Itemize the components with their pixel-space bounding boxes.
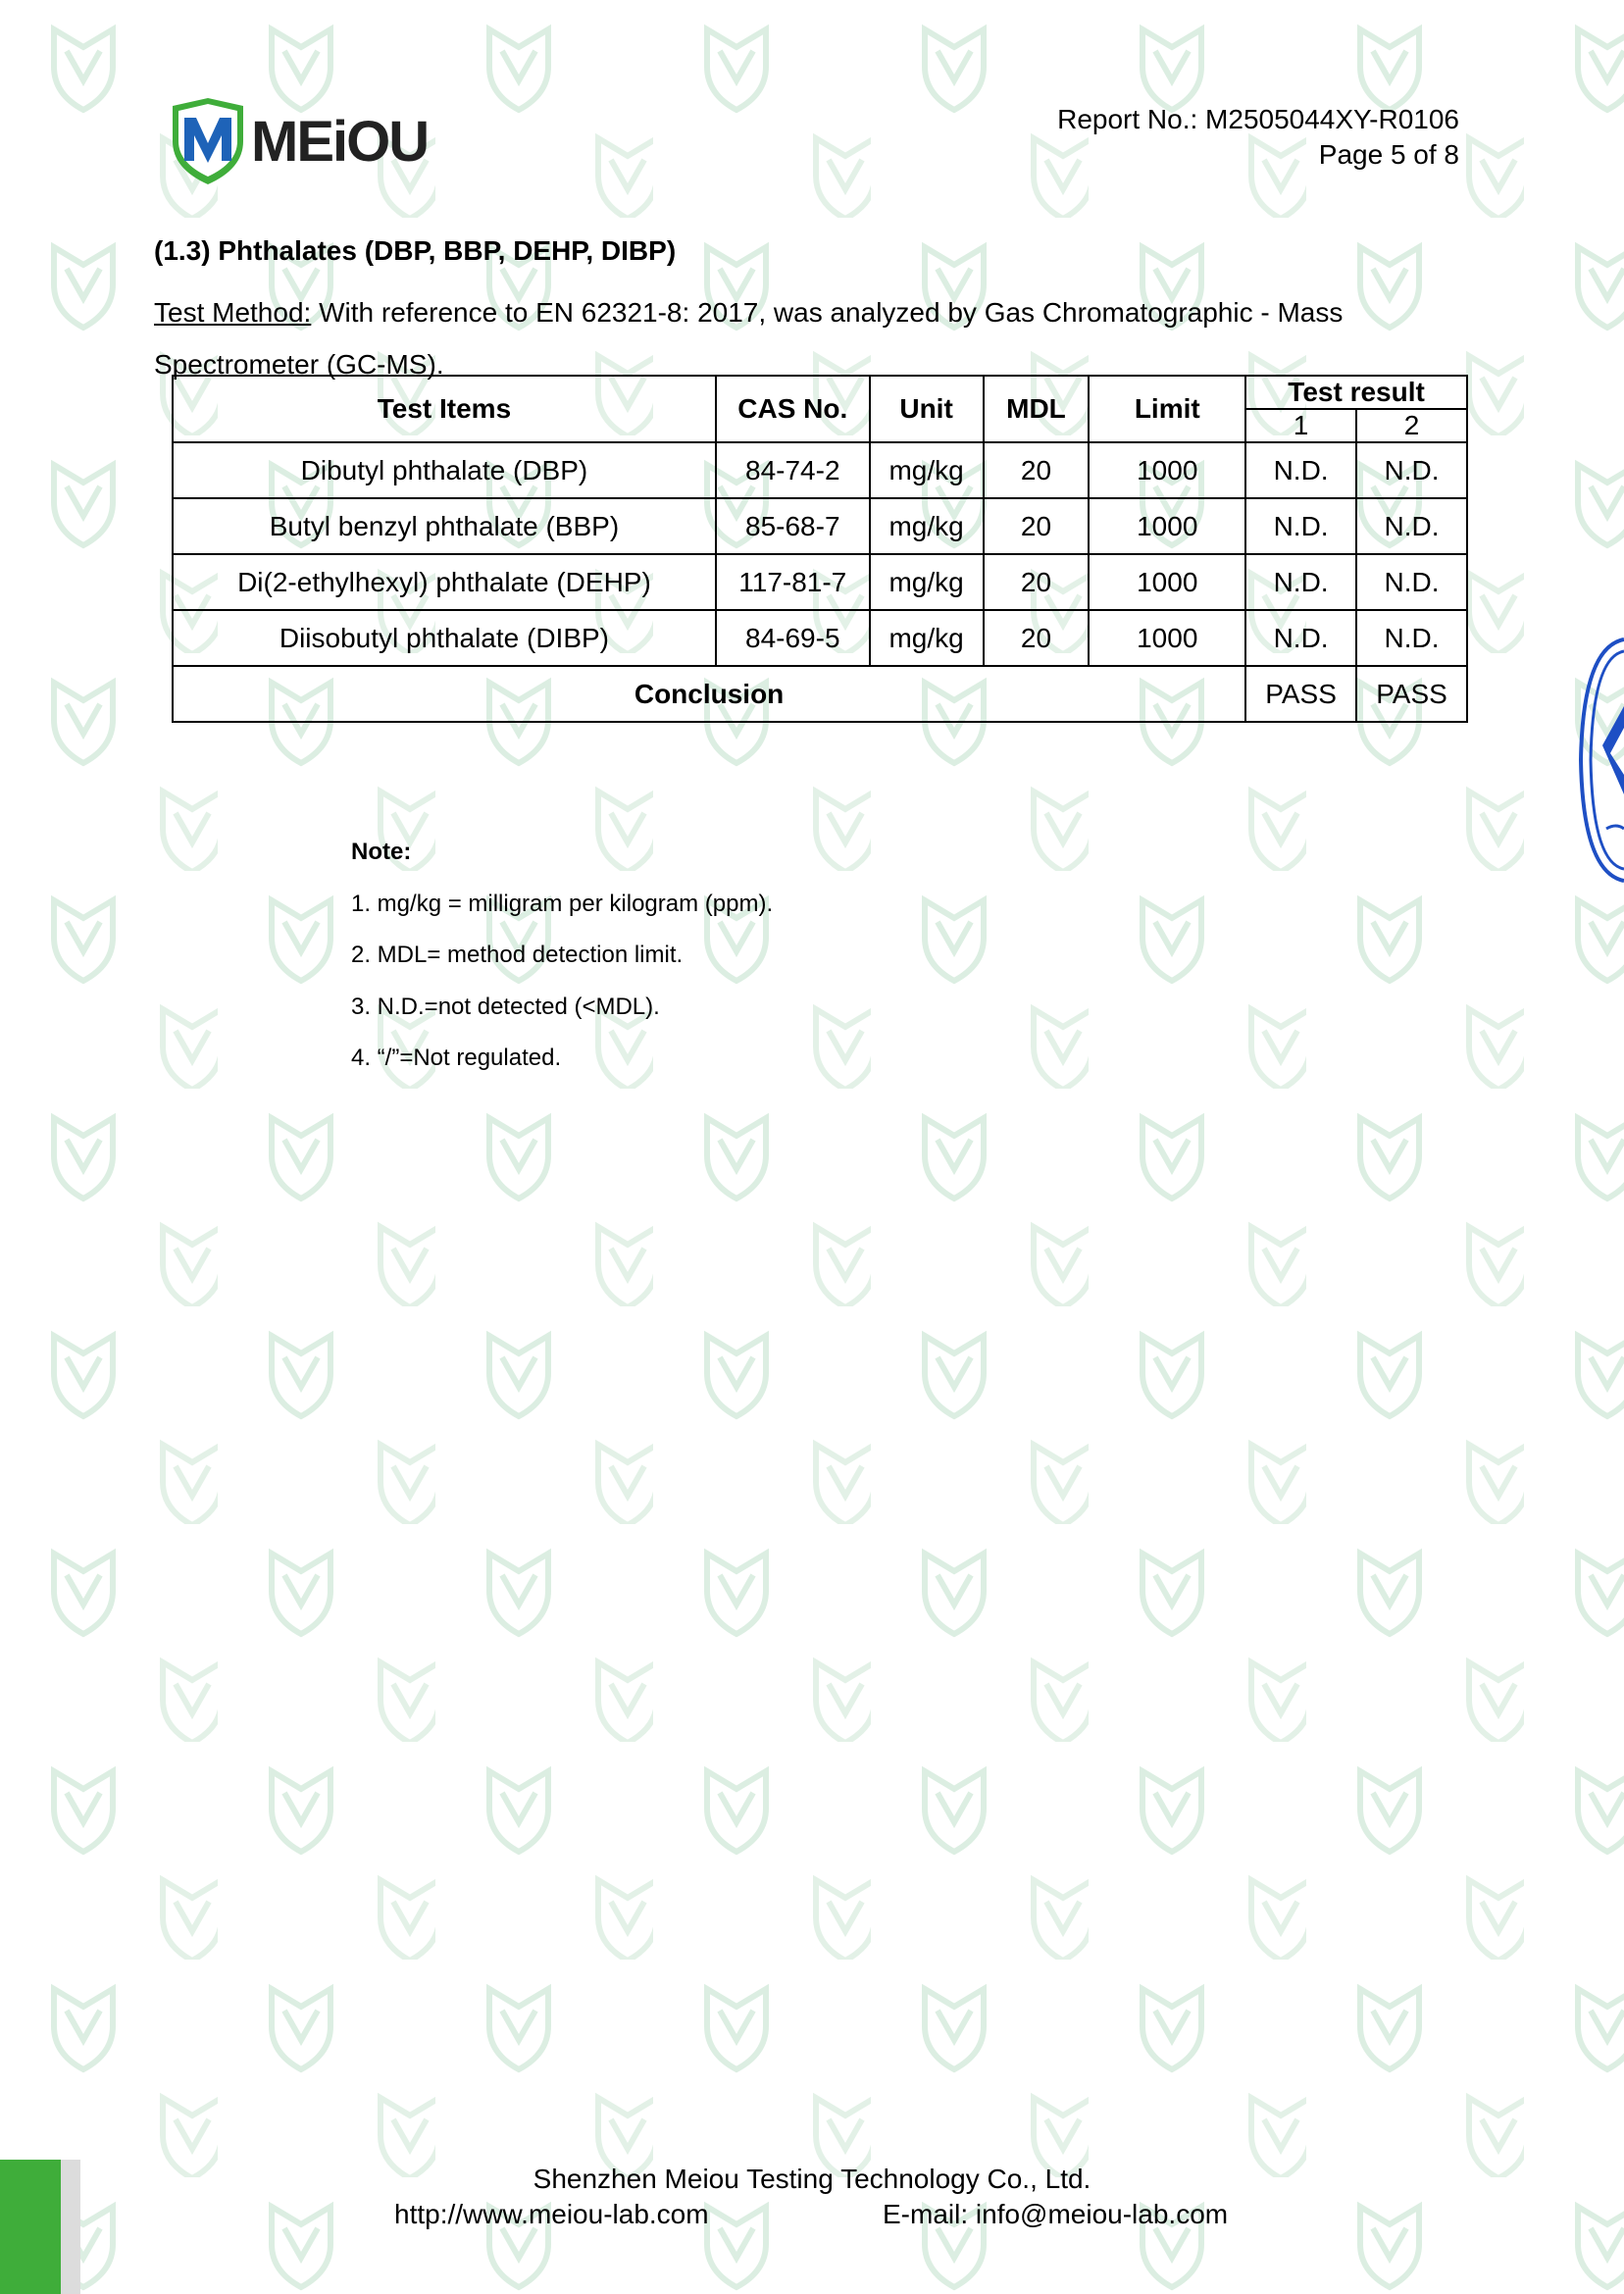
results-table — [172, 375, 1468, 723]
cell-result-2: N.D. — [1356, 610, 1467, 666]
cell-limit: 1000 — [1089, 498, 1245, 554]
table-row — [173, 442, 1467, 498]
cell-test-item: Di(2-ethylhexyl) phthalate (DEHP) — [173, 554, 716, 610]
cell-test-item: Butyl benzyl phthalate (BBP) — [173, 498, 716, 554]
cell-cas: 84-74-2 — [716, 442, 870, 498]
cell-test-item: Dibutyl phthalate (DBP) — [173, 442, 716, 498]
cell-limit: 1000 — [1089, 554, 1245, 610]
cell-cas: 85-68-7 — [716, 498, 870, 554]
cell-result-1: N.D. — [1245, 610, 1356, 666]
test-method-label: Test Method: — [154, 297, 312, 328]
cell-result-2: N.D. — [1356, 554, 1467, 610]
table-row — [173, 498, 1467, 554]
header-sample-2: 2 — [1356, 409, 1467, 442]
conclusion-result-1: PASS — [1245, 666, 1356, 722]
note-item: 1. mg/kg = milligram per kilogram (ppm). — [351, 890, 774, 917]
cell-result-2: N.D. — [1356, 442, 1467, 498]
footer-website-link[interactable]: http://www.meiou-lab.com — [394, 2199, 709, 2229]
cell-test-item: Diisobutyl phthalate (DIBP) — [173, 610, 716, 666]
page-number: Page 5 of 8 — [1318, 139, 1459, 170]
note-item: 2. MDL= method detection limit. — [351, 942, 684, 968]
cell-unit: mg/kg — [870, 498, 984, 554]
cell-result-2: N.D. — [1356, 498, 1467, 554]
report-number: Report No.: M2505044XY-R0106 — [1057, 104, 1459, 134]
table-row — [173, 554, 1467, 610]
company-logo — [169, 96, 463, 186]
cell-cas: 117-81-7 — [716, 554, 870, 610]
section-title: (1.3) Phthalates (DBP, BBP, DEHP, DIBP) — [154, 235, 677, 266]
cell-result-1: N.D. — [1245, 442, 1356, 498]
header-test-result: Test result — [1245, 376, 1467, 409]
cell-result-1: N.D. — [1245, 554, 1356, 610]
conclusion-result-2: PASS — [1356, 666, 1467, 722]
cell-unit: mg/kg — [870, 554, 984, 610]
footer-green-bar — [0, 2160, 61, 2294]
notes-title: Note: — [351, 839, 412, 865]
cell-mdl: 20 — [984, 442, 1090, 498]
cell-unit: mg/kg — [870, 610, 984, 666]
logo-wordmark: MEiOU — [251, 110, 429, 174]
seal-stamp — [1577, 637, 1624, 883]
note-item: 4. “/”=Not regulated. — [351, 1045, 562, 1071]
note-item: 3. N.D.=not detected (<MDL). — [351, 993, 660, 1020]
conclusion-label: Conclusion — [173, 666, 1245, 722]
footer-email-link[interactable]: E-mail: info@meiou-lab.com — [883, 2199, 1229, 2229]
header-cas-no: CAS No. — [716, 376, 870, 442]
test-method-text: With reference to EN 62321-8: 2017, was analyzed by Gas Chromatographic - Mass Spectrometer (GC-MS). — [154, 297, 1344, 380]
cell-cas: 84-69-5 — [716, 610, 870, 666]
header-mdl: MDL — [984, 376, 1090, 442]
cell-result-1: N.D. — [1245, 498, 1356, 554]
footer-company: Shenzhen Meiou Testing Technology Co., Ltd. — [533, 2164, 1091, 2194]
header-sample-1: 1 — [1245, 409, 1356, 442]
report-number-block — [1057, 102, 1459, 173]
cell-mdl: 20 — [984, 498, 1090, 554]
cell-mdl: 20 — [984, 554, 1090, 610]
header-test-items: Test Items — [173, 376, 716, 442]
cell-limit: 1000 — [1089, 442, 1245, 498]
header-unit: Unit — [870, 376, 984, 442]
conclusion-row — [173, 666, 1467, 722]
cell-mdl: 20 — [984, 610, 1090, 666]
header-limit: Limit — [1089, 376, 1245, 442]
footer-gray-bar — [61, 2160, 80, 2294]
table-row — [173, 610, 1467, 666]
notes-block — [351, 827, 773, 1085]
cell-limit: 1000 — [1089, 610, 1245, 666]
cell-unit: mg/kg — [870, 442, 984, 498]
